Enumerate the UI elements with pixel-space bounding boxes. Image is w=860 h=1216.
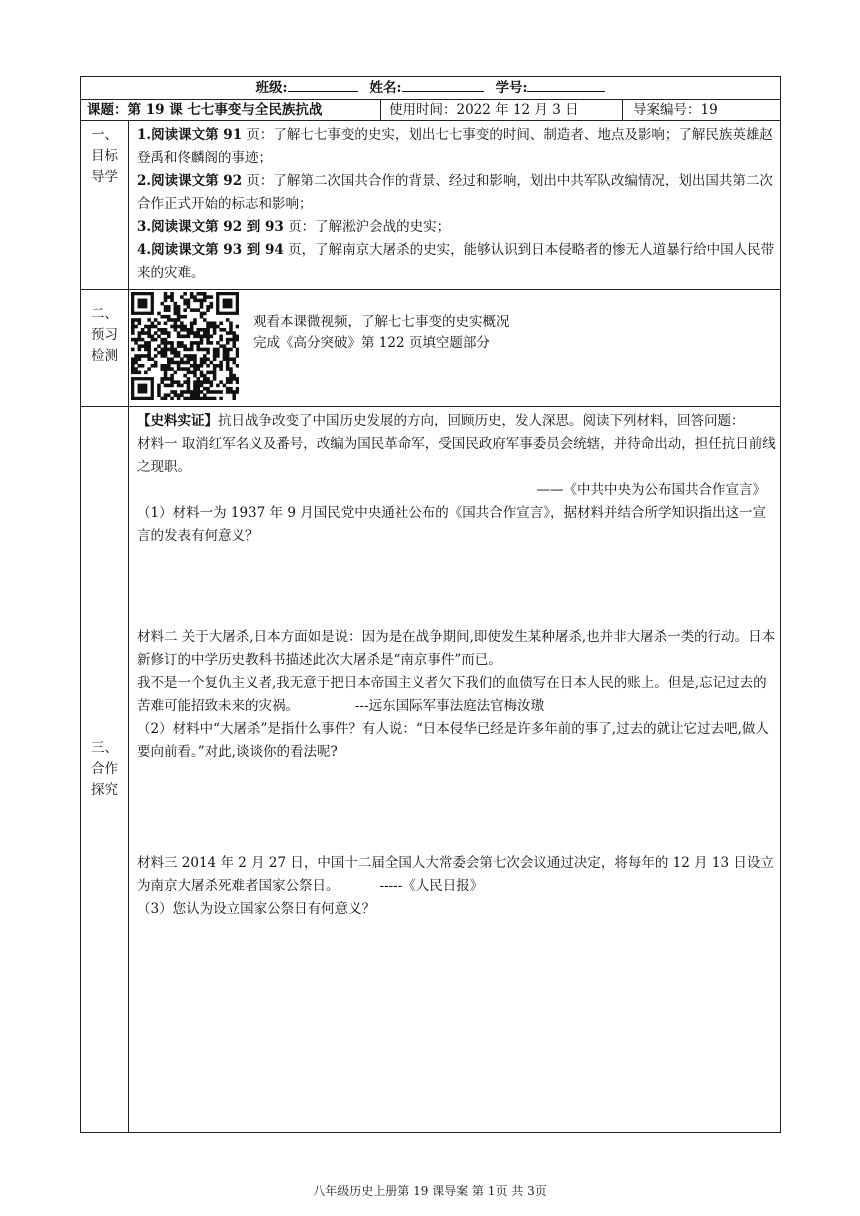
class-field[interactable]: [288, 77, 358, 92]
lesson-topic: 课题：第 19 课 七七事变与全民族抗战: [81, 100, 381, 121]
usage-date: 使用时间：2022 年 12 月 3 日: [381, 100, 623, 121]
class-label: 班级:: [255, 80, 288, 96]
name-field[interactable]: [402, 77, 484, 92]
student-id-label: 学号:: [495, 80, 528, 96]
answer-space-1[interactable]: [137, 548, 776, 626]
material-1: 材料一 取消红军名义及番号，改编为国民革命军，受国民政府军事委员会统辖，并待命出动，担任抗日前线之现职。: [137, 436, 776, 475]
question-2: （2）材料中“大屠杀”是指什么事件？有人说：“日本侵华已经是许多年前的事了,过去的就让它过去吧,做人要向前看。”对此,谈谈你的看法呢?: [137, 721, 769, 760]
preview-line: 观看本课微视频，了解七七事变的史实概况: [253, 314, 510, 330]
answer-space-2[interactable]: [137, 764, 776, 852]
preview-content: [129, 290, 781, 407]
answer-space-3[interactable]: [137, 921, 776, 1039]
preview-text: [253, 312, 510, 354]
worksheet-table: [80, 76, 781, 1133]
inquiry-content: [129, 407, 781, 1133]
inquiry-intro: 【史料实证】抗日战争改变了中国历史发展的方向，回顾历史，发人深思。阅读下列材料，回答问题：: [137, 413, 745, 429]
goal-item: 1.阅读课文第 91 页：了解七七事变的史实，划出七七事变的时间、制造者、地点及影响；了解民族英雄赵登禹和佟麟阁的事迹；: [137, 127, 773, 166]
goal-item: 4.阅读课文第 93 到 94 页，了解南京大屠杀的史实，能够认识到日本侵略者的惨无人道暴行给中国人民带来的灾难。: [137, 242, 775, 281]
material-1-source: ——《中共中央为公布国共合作宣言》: [536, 482, 767, 498]
material-3-source: -----《人民日报》: [379, 878, 484, 894]
worksheet: [80, 76, 780, 1133]
student-info-row: [81, 77, 781, 100]
goal-item: 2.阅读课文第 92 页：了解第二次国共合作的背景、经过和影响，划出中共军队改编情况，划出国共第二次合作正式开始的标志和影响；: [137, 173, 773, 212]
qr-code[interactable]: [131, 292, 239, 404]
section-1-label: 一、 目标 导学: [81, 121, 129, 290]
section-3-label: 三、 合作 探究: [81, 407, 129, 1133]
preview-line: 完成《高分突破》第 122 页填空题部分: [253, 335, 490, 351]
page-footer: 八年级历史上册第 19 课导案 第 1页 共 3页: [313, 1184, 547, 1198]
goal-item: 3.阅读课文第 92 到 93 页：了解淞沪会战的史实；: [137, 219, 451, 235]
question-1: （1）材料一为 1937 年 9 月国民党中央通社公布的《国共合作宣言》，据材料并结合所学知识指出这一宣言的发表有何意义？: [137, 505, 766, 544]
material-3: 材料三 2014 年 2 月 27 日，中国十二届全国人大常委会第七次会议通过决定，将每年的 12 月 13 日设立为南京大屠杀死难者国家公祭日。 -----《人民日报》: [137, 855, 774, 894]
guide-number: 导案编号：19: [623, 100, 781, 121]
question-3: （3）您认为设立国家公祭日有何意义？: [137, 901, 376, 917]
material-2: 材料二 关于大屠杀,日本方面如是说：因为是在战争期间,即使发生某种屠杀,也并非大屠杀一类的行动。日本新修订的中学历史教科书描述此次大屠杀是“南京事件”而已。: [137, 629, 776, 668]
goals-content: [129, 121, 781, 290]
section-2-label: 二、 预习 检测: [81, 290, 129, 407]
material-2-source: ---远东国际军事法庭法官梅汝璈: [355, 698, 545, 714]
material-2-quote: 我不是一个复仇主义者,我无意于把日本帝国主义者欠下我们的血债写在日本人民的账上。但是,忘记过去的苦难可能招致未来的灾祸。 ---远东国际军事法庭法官梅汝璈: [137, 675, 767, 714]
name-label: 姓名:: [369, 80, 402, 96]
student-id-field[interactable]: [527, 77, 605, 92]
